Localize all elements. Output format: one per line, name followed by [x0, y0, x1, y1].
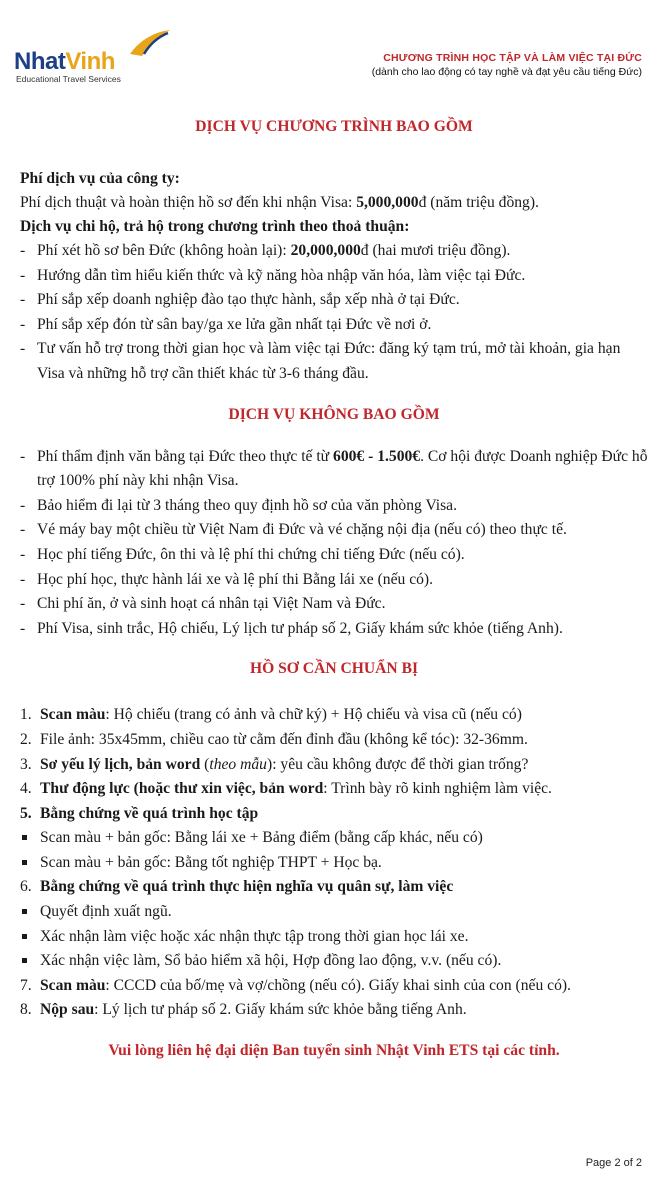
company-logo [14, 28, 184, 88]
section-title-included: DỊCH VỤ CHƯƠNG TRÌNH BAO GỒM [195, 118, 473, 135]
included-item: - Phí sắp xếp doanh nghiệp đào tạo thực hành, sắp xếp nhà ở tại Đức. [20, 288, 648, 313]
included-item: - Tư vấn hỗ trợ trong thời gian học và làm việc tại Đức: đăng ký tạm trú, mở tài khoản, gia hạn Visa và những hỗ trợ cần thiết khác từ 3-6 tháng đầu. [20, 337, 648, 386]
excluded-item: - Phí Visa, sinh trắc, Hộ chiếu, Lý lịch tư pháp số 2, Giấy khám sức khỏe (tiếng Anh). [20, 617, 648, 642]
contact-note: Vui lòng liên hệ đại diện Ban tuyển sinh Nhật Vinh ETS tại các tỉnh. [108, 1042, 560, 1060]
document-item: 3. Sơ yếu lý lịch, bản word (theo mẫu): yêu cầu không được để thời gian trống? [20, 755, 529, 773]
square-bullet-icon [22, 909, 27, 914]
square-bullet-icon [22, 860, 27, 865]
logo-wordmark: NhatVinh [14, 48, 115, 75]
excluded-item: - Vé máy bay một chiều từ Việt Nam đi Đức và vé chặng nội địa (nếu có) theo thực tế. [20, 518, 648, 543]
included-item: - Hướng dẫn tìm hiểu kiến thức và kỹ năng hòa nhập văn hóa, làm việc tại Đức. [20, 264, 648, 289]
document-item: 7. Scan màu: CCCD của bố/mẹ và vợ/chồng (nếu có). Giấy khai sinh của con (nếu có). [20, 976, 571, 994]
section-title-documents: HỒ SƠ CẦN CHUẨN BỊ [249, 660, 419, 678]
document-item: 1. Scan màu: Hộ chiếu (trang có ảnh và chữ ký) + Hộ chiếu và visa cũ (nếu có) [20, 706, 522, 724]
square-bullet-icon [22, 958, 27, 963]
page-header [0, 0, 662, 90]
document-body [20, 117, 648, 1061]
document-subitem: Scan màu + bản gốc: Bằng lái xe + Bảng điểm (bằng cấp khác, nếu có) [20, 826, 648, 851]
excluded-item: - Học phí học, thực hành lái xe và lệ phí thi Bằng lái xe (nếu có). [20, 568, 648, 593]
logo-swoosh-icon [126, 28, 174, 58]
document-subitem: Xác nhận làm việc hoặc xác nhận thực tập trong thời gian học lái xe. [20, 925, 648, 950]
document-subitem: Scan màu + bản gốc: Bằng tốt nghiệp THPT + Học bạ. [20, 851, 648, 876]
square-bullet-icon [22, 934, 27, 939]
program-subtitle: (dành cho lao động có tay nghề và đạt yêu cầu tiếng Đức) [371, 66, 642, 78]
logo-tagline: Educational Travel Services [16, 74, 121, 84]
document-item: 2. File ảnh: 35x45mm, chiều cao từ cằm đến đỉnh đầu (không kể tóc): 32-36mm. [20, 730, 528, 748]
square-bullet-icon [22, 835, 27, 840]
document-subitem: Xác nhận việc làm, Sổ bảo hiểm xã hội, Hợp đồng lao động, v.v. (nếu có). [20, 949, 648, 974]
document-subitem: Quyết định xuất ngũ. [20, 900, 648, 925]
page-number: Page 2 of 2 [585, 1157, 642, 1169]
company-fee-line: Phí dịch thuật và hoàn thiện hồ sơ đến khi nhận Visa: 5,000,000đ (năm triệu đồng). [20, 194, 539, 211]
company-fee-heading: Phí dịch vụ của công ty: [20, 170, 180, 187]
section-title-excluded: DỊCH VỤ KHÔNG BAO GỒM [228, 405, 440, 423]
document-item: 4. Thư động lực (hoặc thư xin việc, bản word: Trình bày rõ kinh nghiệm làm việc. [20, 780, 552, 798]
excluded-item: - Học phí tiếng Đức, ôn thi và lệ phí thi chứng chỉ tiếng Đức (nếu có). [20, 543, 648, 568]
collection-heading: Dịch vụ chi hộ, trả hộ trong chương trình theo thoả thuận: [20, 218, 410, 235]
included-item: - Phí xét hồ sơ bên Đức (không hoàn lại): 20,000,000đ (hai mươi triệu đồng). [20, 239, 648, 264]
document-item: 8. Nộp sau: Lý lịch tư pháp số 2. Giấy khám sức khỏe bằng tiếng Anh. [20, 1001, 467, 1019]
excluded-item: - Chi phí ăn, ở và sinh hoạt cá nhân tại Việt Nam và Đức. [20, 592, 648, 617]
included-item: - Phí sắp xếp đón từ sân bay/ga xe lửa gần nhất tại Đức về nơi ở. [20, 313, 648, 338]
program-header [372, 52, 642, 78]
program-title: CHƯƠNG TRÌNH HỌC TẬP VÀ LÀM VIỆC TẠI ĐỨC [383, 52, 642, 64]
document-item: 6. Bằng chứng về quá trình thực hiện nghĩa vụ quân sự, làm việc [20, 878, 454, 896]
document-item: 5. Bằng chứng về quá trình học tập [20, 804, 259, 822]
excluded-item: - Phí thẩm định văn bằng tại Đức theo thực tế từ 600€ - 1.500€. Cơ hội được Doanh nghiệp Đức hỗ trợ 100% phí này khi nhận Visa. [20, 445, 648, 494]
excluded-item: - Bảo hiểm đi lại từ 3 tháng theo quy định hồ sơ của văn phòng Visa. [20, 494, 648, 519]
